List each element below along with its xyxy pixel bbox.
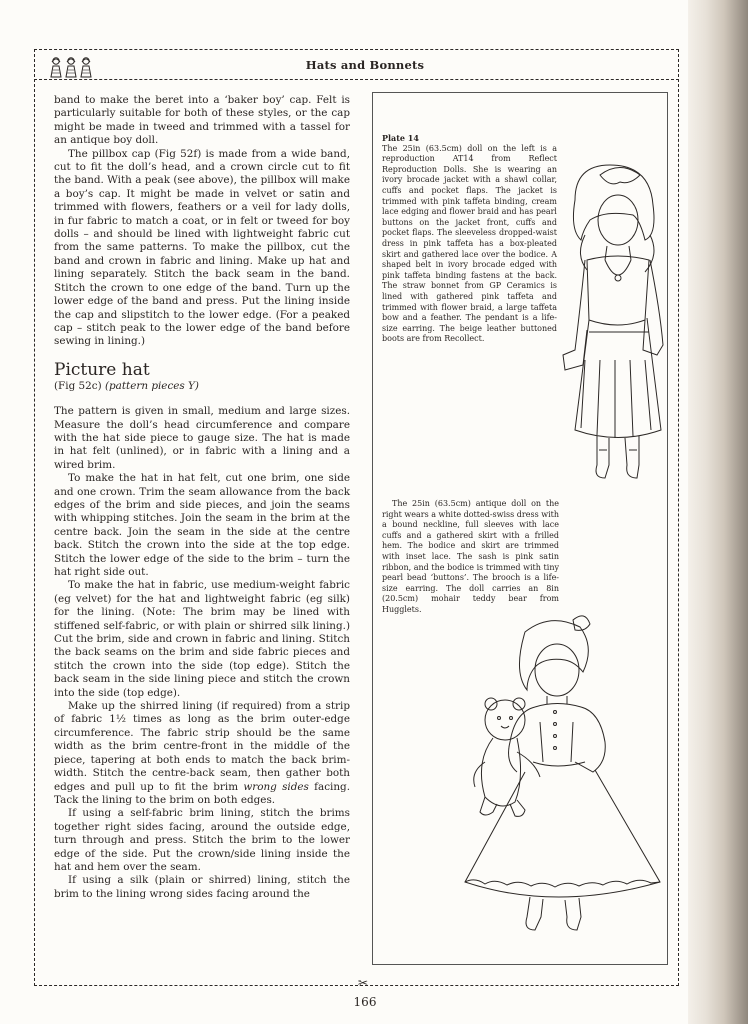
paragraph-shirred-lining: [54, 700, 350, 807]
paragraph-pillbox: The pillbox cap (Fig 52f) is made from a wide band, cut to fit the doll’s head, and a crown circle cut to fit the band. With a peak (see above), the pillbox will make a boy’s cap. It might be made in velvet or satin and trimmed with flowers, feathers or a veil for lady dolls, in fur fabric to match a coat, or in felt or tweed for boy dolls – and should be lined with lightweight fabric cut from the same patterns. To make the pillbox, cut the band and crown in fabric and lining. Make up hat and lining separately. Stitch the back seam in the band. Stitch the crown to one edge of the band. Turn up the lower edge of the band and press. Put the lining inside the cap and slipstitch to the lower edge. (For a peaked cap – stitch peak to the lower edge of the band before sewing in lining.): [54, 147, 350, 348]
section-subheading: [54, 380, 350, 393]
running-header: Hats and Bonnets: [305, 58, 425, 72]
plate-caption-right-doll: The 25in (63.5cm) antique doll on the right wears a white dotted-swiss dress with a bound neckline, full sleeves with lace cuffs and a gathered skirt with a frilled hem. The bodice and skirt are trimmed with inset lace. The sash is pink satin ribbon, and the bodice is trimmed with tiny pearl bead ‘buttons’. The brooch is a life-size earring. The doll carries an 8in (20.5cm) mohair teddy bear from Hugglets.: [382, 499, 559, 614]
dolls-trio-icon: [48, 56, 94, 78]
doll-with-teddy-bear-illustration: [455, 612, 665, 942]
shirred-lining-text-b: facing. Tack the lining to the brim on both edges.: [54, 780, 350, 806]
paragraph-hat-felt: To make the hat in hat felt, cut one brim, one side and one crown. Trim the seam allowance from the back edges of the brim and side pieces, and join the seams with whipping stitches. Join the seam in the brim at the centre back. Join the seam in the side at the centre back. Stitch the crown into the side at the top edge. Stitch the lower edge of the side to the brim – turn the hat right side out.: [54, 472, 350, 578]
caption-left-doll-text: The 25in (63.5cm) doll on the left is a reproduction AT14 from Reflect Reproduction Dolls. She is wearing an ivory brocade jacket with a shawl collar, cuffs and pocket flaps. The jacket is trimmed with pink taffeta binding, cream lace edging and flower braid and has pearl buttons on the jacket front, cuffs and pocket flaps. The sleeveless dropped-waist dress in pink taffeta has a box-pleated skirt and gathered lace over the bodice. A shaped belt in ivory brocade edged with pink taffeta binding fastens at the back. The straw bonnet from GP Ceramics is lined with gathered pink taffeta and trimmed with flower braid, a large taffeta bow and a feather. The pendant is a life-size earring. The beige leather buttoned boots are from Recollect.: [382, 143, 557, 344]
pattern-pieces-reference: (pattern pieces Y): [104, 379, 199, 392]
paragraph-silk-lining: If using a silk (plain or shirred) lining, stitch the brim to the lining wrong sides facing around the: [54, 874, 350, 900]
paragraph-pattern-sizes: The pattern is given in small, medium and large sizes. Measure the doll’s head circumference and compare with the hat side piece to gauge size. The hat is made in hat felt (unlined), or in fabric with a lining and a wired brim.: [54, 405, 350, 471]
shirred-lining-emphasis: wrong sides: [243, 780, 309, 793]
paragraph-beret: band to make the beret into a ‘baker boy’ cap. Felt is particularly suitable for both of these styles, or the cap might be made in tweed and trimmed with a tassel for an antique boy doll.: [54, 94, 350, 147]
paragraph-hat-fabric: To make the hat in fabric, use medium-weight fabric (eg velvet) for the hat and lightweight fabric (eg silk) for the lining. (Note: The brim may be lined with stiffened self-fabric, or with plain or shirred silk lining.) Cut the brim, side and crown in fabric and lining. Stitch the back seams on the brim and side fabric pieces and stitch the crown into the side (top edge). Stitch the back seam in the side lining piece and stitch the crown into the side (top edge).: [54, 579, 350, 699]
figure-reference: (Fig 52c): [54, 379, 105, 392]
page-number: 166: [353, 995, 377, 1009]
header-divider: [34, 79, 679, 80]
plate-label: Plate 14: [382, 133, 419, 143]
shirred-lining-text-a: Make up the shirred lining (if required) from a strip of fabric 1½ times as long as the brim outer-edge circumference. The fabric strip should be the same width as the brim centre-front in the middle of the piece, tapering at both ends to match the back brim-width. Stitch the centre-back seam, then gather both edges and pull up to fit the brim: [54, 700, 350, 793]
body-text-column: [54, 94, 350, 901]
doll-bonnet-jacket-illustration: [545, 160, 665, 490]
paragraph-self-fabric-lining: If using a self-fabric brim lining, stitch the brims together right sides facing, around the outside edge, turn through and press. Stitch the brim to the lower edge of the side. Put the crown/side lining inside the hat and hem over the seam.: [54, 807, 350, 873]
section-heading-picture-hat: Picture hat: [54, 359, 150, 380]
book-spine-shadow: [688, 0, 748, 1024]
scissors-icon: ✂: [358, 976, 369, 990]
plate-caption-left-doll: [382, 133, 557, 345]
